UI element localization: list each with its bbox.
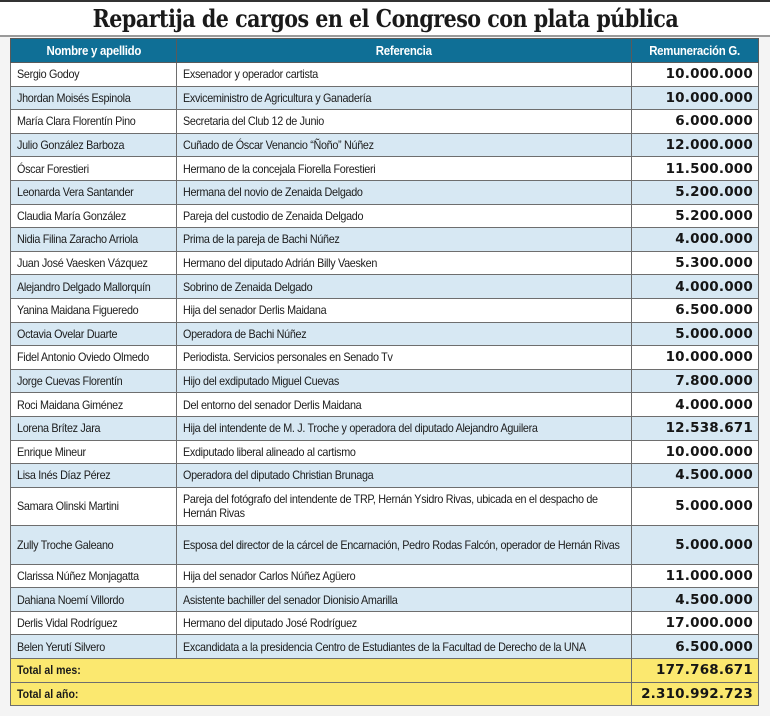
cell-amount: 12.538.671 [632,416,759,440]
cell-amount: 5.000.000 [632,322,759,346]
cell-name: Clarissa Núñez Monjagatta [11,564,177,588]
cell-amount: 11.000.000 [632,564,759,588]
cell-name: Jhordan Moisés Espinola [11,86,177,110]
cell-amount: 7.800.000 [632,369,759,393]
cell-amount: 12.000.000 [632,133,759,157]
column-header-name: Nombre y apellido [11,39,177,63]
cell-name: Octavia Ovelar Duarte [11,322,177,346]
table-row [11,611,759,635]
table-row [11,86,759,110]
cell-reference: Secretaria del Club 12 de Junio [177,110,632,134]
cell-amount: 4.000.000 [632,393,759,417]
cell-name: Juan José Vaesken Vázquez [11,251,177,275]
cell-amount: 4.500.000 [632,464,759,488]
cell-name: María Clara Florentín Pino [11,110,177,134]
table-row [11,204,759,228]
table-row [11,526,759,565]
cell-reference: Hija del senador Derlis Maidana [177,298,632,322]
cell-name: Nidia Filina Zaracho Arriola [11,228,177,252]
cell-amount: 5.200.000 [632,204,759,228]
table-header-row [11,39,759,63]
cell-reference: Esposa del director de la cárcel de Encarnación, Pedro Rodas Falcón, operador de Hernán Rivas [177,526,632,565]
cell-amount: 4.000.000 [632,228,759,252]
cell-amount: 17.000.000 [632,611,759,635]
cell-amount: 10.000.000 [632,63,759,87]
cell-name: Enrique Mineur [11,440,177,464]
cell-amount: 5.200.000 [632,180,759,204]
cell-reference: Operadora de Bachi Núñez [177,322,632,346]
table-row [11,393,759,417]
cell-name: Sergio Godoy [11,63,177,87]
cell-name: Claudia María González [11,204,177,228]
cell-name: Derlis Vidal Rodríguez [11,611,177,635]
table-row [11,440,759,464]
cell-reference: Pareja del custodio de Zenaida Delgado [177,204,632,228]
cell-amount: 10.000.000 [632,86,759,110]
cell-name: Leonarda Vera Santander [11,180,177,204]
cell-amount: 6.000.000 [632,110,759,134]
table-row [11,564,759,588]
cell-reference: Hija del senador Carlos Núñez Agüero [177,564,632,588]
cell-name: Julio González Barboza [11,133,177,157]
cell-reference: Operadora del diputado Christian Brunaga [177,464,632,488]
salaries-table [10,38,759,706]
table-row [11,322,759,346]
cell-reference: Pareja del fotógrafo del intendente de TRP, Hernán Ysidro Rivas, ubicada en el despacho de Hernán Rivas [177,487,632,526]
cell-amount: 4.500.000 [632,588,759,612]
total-year-row [11,682,759,706]
table-row [11,635,759,659]
table-row [11,180,759,204]
cell-name: Belen Yerutí Silvero [11,635,177,659]
table-row [11,110,759,134]
table-row [11,369,759,393]
cell-name: Óscar Forestieri [11,157,177,181]
cell-reference: Hijo del exdiputado Miguel Cuevas [177,369,632,393]
cell-amount: 5.000.000 [632,526,759,565]
table-row [11,133,759,157]
total-year-amount: 2.310.992.723 [632,682,759,706]
cell-reference: Exdiputado liberal alineado al cartismo [177,440,632,464]
cell-reference: Exviceministro de Agricultura y Ganadería [177,86,632,110]
cell-name: Samara Olinski Martini [11,487,177,526]
title-bar [0,2,770,37]
cell-name: Alejandro Delgado Mallorquín [11,275,177,299]
cell-amount: 10.000.000 [632,440,759,464]
cell-amount: 10.000.000 [632,346,759,370]
total-month-label: Total al mes: [11,659,632,683]
table-row [11,588,759,612]
cell-reference: Periodista. Servicios personales en Senado Tv [177,346,632,370]
cell-reference: Hermano del diputado Adrián Billy Vaesken [177,251,632,275]
page-title: Repartija de cargos en el Congreso con plata pública [92,4,678,33]
cell-amount: 6.500.000 [632,298,759,322]
cell-reference: Cuñado de Óscar Venancio “Ñoño” Núñez [177,133,632,157]
cell-name: Roci Maidana Giménez [11,393,177,417]
table-row [11,275,759,299]
cell-reference: Del entorno del senador Derlis Maidana [177,393,632,417]
cell-reference: Hermano de la concejala Fiorella Forestieri [177,157,632,181]
table-row [11,346,759,370]
total-month-row [11,659,759,683]
cell-amount: 4.000.000 [632,275,759,299]
cell-amount: 5.000.000 [632,487,759,526]
table-row [11,251,759,275]
table-row [11,228,759,252]
table-row [11,464,759,488]
total-year-label: Total al año: [11,682,632,706]
total-month-amount: 177.768.671 [632,659,759,683]
cell-reference: Hermano del diputado José Rodríguez [177,611,632,635]
table-row [11,157,759,181]
cell-name: Jorge Cuevas Florentín [11,369,177,393]
cell-reference: Excandidata a la presidencia Centro de Estudiantes de la Facultad de Derecho de la UNA [177,635,632,659]
cell-amount: 6.500.000 [632,635,759,659]
table-row [11,416,759,440]
cell-reference: Sobrino de Zenaida Delgado [177,275,632,299]
cell-reference: Prima de la pareja de Bachi Núñez [177,228,632,252]
table-row [11,487,759,526]
cell-amount: 5.300.000 [632,251,759,275]
table-row [11,63,759,87]
cell-name: Yanina Maidana Figueredo [11,298,177,322]
cell-name: Zully Troche Galeano [11,526,177,565]
cell-reference: Asistente bachiller del senador Dionisio Amarilla [177,588,632,612]
column-header-reference: Referencia [177,39,632,63]
cell-name: Lorena Brítez Jara [11,416,177,440]
cell-name: Fidel Antonio Oviedo Olmedo [11,346,177,370]
cell-reference: Hija del intendente de M. J. Troche y operadora del diputado Alejandro Aguilera [177,416,632,440]
cell-amount: 11.500.000 [632,157,759,181]
cell-reference: Exsenador y operador cartista [177,63,632,87]
column-header-remuneration: Remuneración G. [632,39,759,63]
table-row [11,298,759,322]
cell-name: Dahiana Noemí Villordo [11,588,177,612]
cell-name: Lisa Inés Díaz Pérez [11,464,177,488]
cell-reference: Hermana del novio de Zenaida Delgado [177,180,632,204]
